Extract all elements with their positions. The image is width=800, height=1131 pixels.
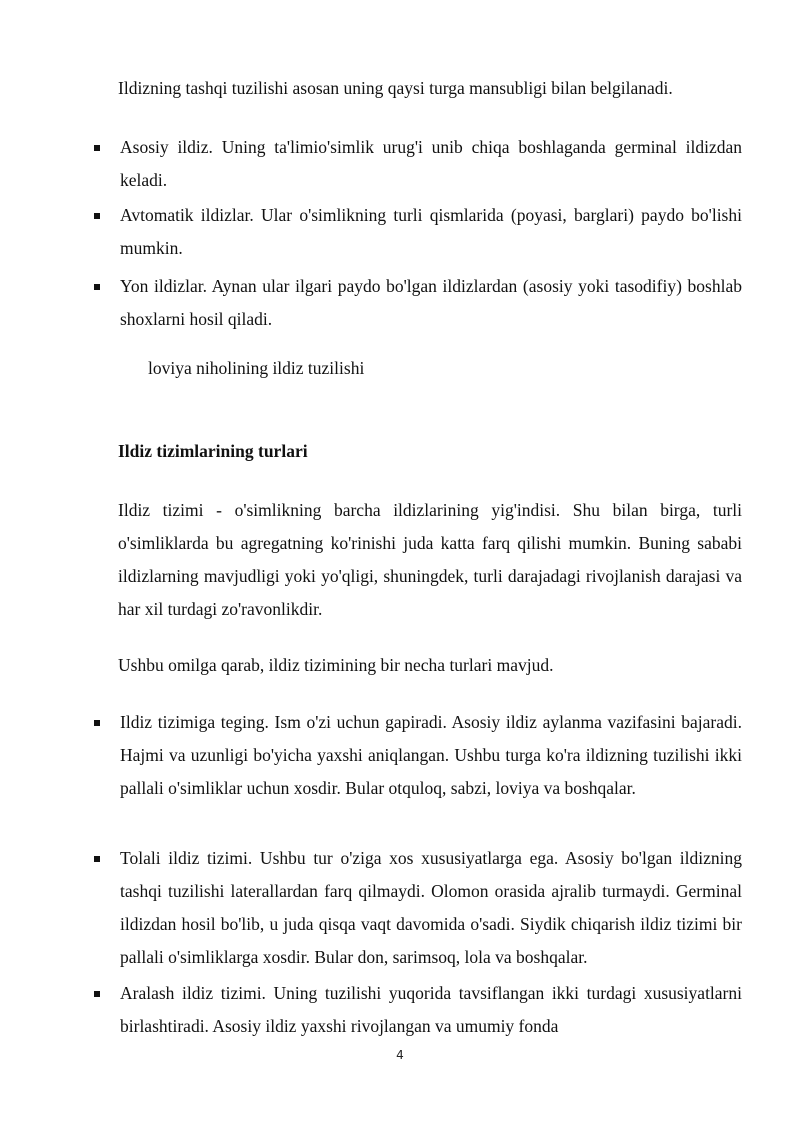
list-item-text: Ildiz tizimiga teging. Ism o'zi uchun gapiradi. Asosiy ildiz aylanma vazifasini bajaradi. Hajmi va uzunligi bo'yicha yaxshi aniqlangan. Ushbu turga ko'ra ildizning tuzilishi ikki pallali o'simliklar uchun xosdir. Bular otquloq, sabzi, loviya va boshqalar. [120,712,742,798]
bullet-marker [94,145,100,151]
section-heading: Ildiz tizimlarining turlari [118,441,308,461]
figure-caption: loviya niholining ildiz tuzilishi [148,358,365,378]
page-number: 4 [396,1048,404,1062]
bullet-marker [94,720,100,726]
list-item-text: Aralash ildiz tizimi. Uning tuzilishi yuqorida tavsiflangan ikki turdagi xususiyatlarni birlashtiradi. Asosiy ildiz yaxshi rivojlangan va umumiy fonda [120,983,742,1036]
list-item-text: Tolali ildiz tizimi. Ushbu tur o'ziga xos xususiyatlarga ega. Asosiy bo'lgan ildizning tashqi tuzilishi laterallardan farq qilmaydi. Olomon orasida ajralib turmaydi. Germinal ildizdan hosil bo'lib, u juda qisqa vaqt davomida o'sadi. Siydik chiqarish ildiz tizimi bir pallali o'simliklarga xosdir. Bular don, sarimsoq, lola va boshqalar. [120,848,742,967]
bullet-marker [94,856,100,862]
paragraph: Ildiz tizimi - o'simlikning barcha ildizlarining yig'indisi. Shu bilan birga, turli o'simliklarda bu agregatning ko'rinishi juda katta farq qilishi mumkin. Buning sababi ildizlarning mavjudligi yoki yo'qligi, shuningdek, turli darajadagi rivojlanish darajasi va har xil turdagi zo'ravonlikdir. [118,500,742,619]
list-item-text: Yon ildizlar. Aynan ular ilgari paydo bo'lgan ildizlardan (asosiy yoki tasodifiy) boshlab shoxlarni hosil qiladi. [120,276,742,329]
intro-text: Ildizning tashqi tuzilishi asosan uning qaysi turga mansubligi bilan belgilanadi. [118,78,673,98]
bullet-marker [94,991,100,997]
bullet-marker [94,213,100,219]
list-item-text: Avtomatik ildizlar. Ular o'simlikning turli qismlarida (poyasi, barglari) paydo bo'lishi mumkin. [120,205,742,258]
list-item-text: Asosiy ildiz. Uning ta'limio'simlik urug'i unib chiqa boshlaganda germinal ildizdan keladi. [120,137,742,190]
paragraph: Ushbu omilga qarab, ildiz tizimining bir necha turlari mavjud. [118,655,554,675]
bullet-marker [94,284,100,290]
